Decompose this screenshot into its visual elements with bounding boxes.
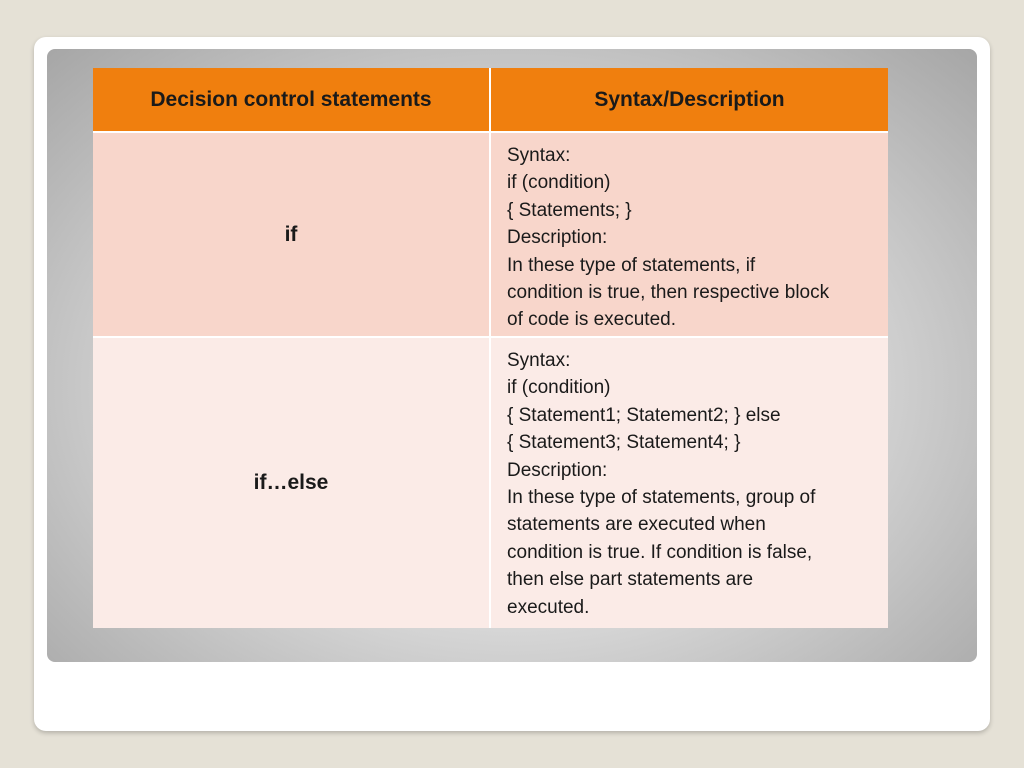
description-line: { Statement1; Statement2; } else <box>507 404 781 426</box>
syntax-description-cell <box>491 133 888 336</box>
statement-cell <box>93 338 489 628</box>
header-cell-statements <box>93 68 489 131</box>
statement-cell <box>93 133 489 336</box>
description-line: Syntax: <box>507 350 571 371</box>
description-line: statements are executed when <box>507 514 766 536</box>
description-line: condition is true, then respective block <box>507 282 830 304</box>
content-panel <box>47 49 977 662</box>
table-row <box>93 338 888 628</box>
description-line: Description: <box>507 459 608 481</box>
description-line: then else part statements are <box>507 569 754 591</box>
statement-name: if <box>284 222 298 246</box>
header-label: Decision control statements <box>150 87 432 111</box>
decision-table <box>93 68 888 628</box>
description-line: of code is executed. <box>507 309 676 331</box>
description-line: executed. <box>507 596 590 618</box>
description-line: Syntax: <box>507 145 571 166</box>
table-row <box>93 133 888 336</box>
description-line: In these type of statements, group of <box>507 487 816 509</box>
header-cell-syntax <box>491 68 888 131</box>
syntax-description-cell <box>491 338 888 628</box>
slide <box>34 37 990 731</box>
description-line: if (condition) <box>507 172 611 194</box>
description-line: condition is true. If condition is false, <box>507 541 813 563</box>
description-line: In these type of statements, if <box>507 254 756 276</box>
header-label: Syntax/Description <box>594 87 785 111</box>
description-line: Description: <box>507 227 608 249</box>
table-header-row <box>93 68 888 131</box>
description-line: { Statement3; Statement4; } <box>507 432 741 454</box>
description-line: { Statements; } <box>507 199 632 221</box>
description-line: if (condition) <box>507 377 611 399</box>
statement-name: if…else <box>253 471 329 494</box>
